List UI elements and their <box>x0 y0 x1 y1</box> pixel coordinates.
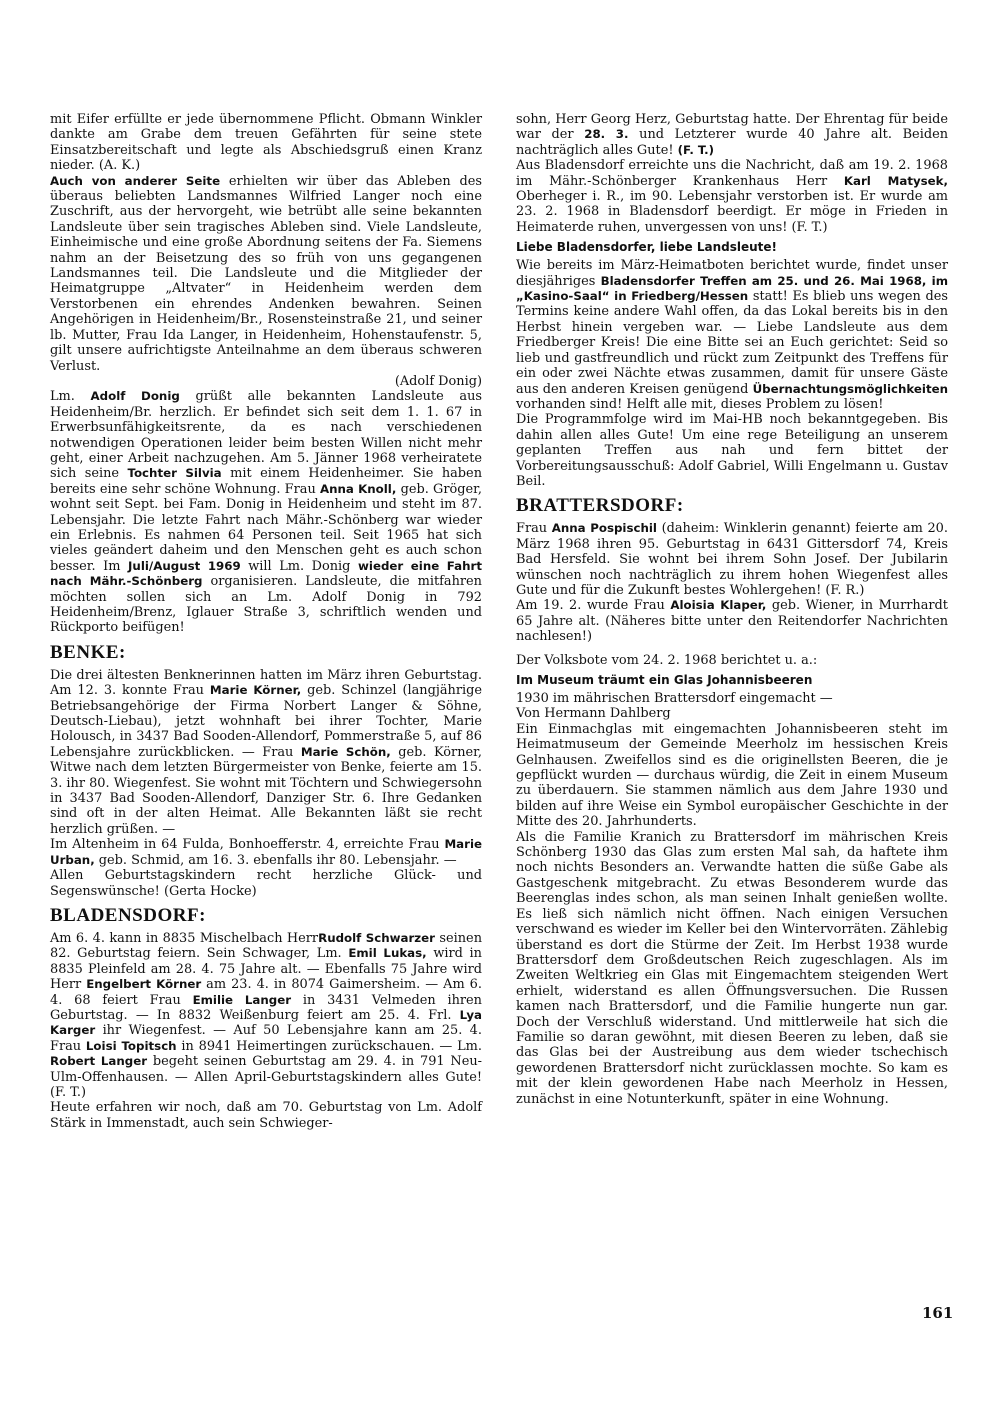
text-run: begeht seinen Geburtstag am 29. 4. in 791 Neu-Ulm-Offenhausen. — Allen April-Geburtstagskindern alles Gute! (F. T.) <box>50 1054 482 1100</box>
paragraph-museum-1: Ein Einmachglas mit eingemachten Johannisbeeren steht im Heimatmuseum der Gemeinde Meerholz im hessischen Kreis Gelnhausen. Zweifellos sind es die originellsten Beeren, die je gepflückt wurden — durchaus würdig, die Zeit in einem Museum zu überdauern. Sie stammen nämlich aus dem Jahre 1930 und bilden auf ihre Weise ein Symbol europäischer Geschichte in der Mitte des 20. Jahrhunderts. <box>516 721 948 830</box>
text-run: (daheim: Winklerin genannt) feierte am 20. März 1968 ihren 95. Geburtstag in 6431 Gittersdorf 74, Kreis Bad Hersfeld. Sie wohnt bei ihrem Sohn Josef. Der Jubilarin wünschen noch nachträglich zu ihrem hohen Wiegenfest alles Gute und für die Zukunft bestes Wohlergehen! (F. R.) <box>516 521 948 598</box>
bold-run: Lya Karger <box>50 1007 483 1038</box>
text-run: sohn, Herr Georg Herz, Geburtstag hatte. Der Ehrentag für beide war der <box>516 112 948 143</box>
section-heading-bladensdorf: BLADENSDORF: <box>50 904 206 926</box>
text-run: vorhanden sind! Helft alle mit, dieses Problem zu lösen! <box>516 396 884 412</box>
text-run: und Letzterer wurde 40 Jahre alt. Beiden nachträglich alles Gute! <box>516 127 948 158</box>
text-run: ihr Wiegenfest. — Auf 50 Lebensjahre kann am 25. 4. Frau <box>50 1023 482 1054</box>
intro-paragraph: mit Eifer erfüllte er jede übernommene Pflicht. Obmann Winkler dankte am Grabe dem treuen Gefährten für seine stete Einsatzbereitschaft und legte als Abschiedsgruß einen Kranz nieder. (A. K.) <box>50 112 482 174</box>
bold-run: Anna Pospischil <box>551 521 657 536</box>
text-run: grüßt alle bekannten Landsleute aus Heidenheim/Br. herzlich. Er befindet sich seit dem 1. 1. 67 in Erwerbsunfähigkeitsrente, da es nach verschiedenen notwendigen Operationen leider beim besten Willen nicht mehr geht, einer Arbeit nachzugehen. Am 5. Jänner 1968 verheiratete sich seine <box>50 389 482 482</box>
bold-run: Karl Matysek, <box>843 173 948 188</box>
text-run: geb. Schinzel (langjährige Betriebsangehörige der Firma Norbert Langer & Söhne, Deutsch-Liebau), jetzt wohnhaft bei ihrer Tochter, Marie Holousch, in 3437 Bad Sooden-Allendorf, Pommerstraße 5, auf 86 Lebensjahre zurückblicken. — Frau <box>50 683 482 760</box>
text-run: will Lm. Donig <box>248 558 351 574</box>
byline-2: Von Hermann Dahlberg <box>516 706 671 722</box>
bold-run: wieder eine Fahrt nach Mähr.-Schönberg <box>50 558 482 589</box>
bold-run: Juli/August 1969 <box>128 558 241 573</box>
bold-run: Emilie Langer <box>192 992 292 1007</box>
paragraph-donig <box>50 389 482 636</box>
paragraph-other-side <box>50 174 482 374</box>
paragraph-benke-2 <box>50 837 482 868</box>
text-run: geb. Schmid, am 16. 3. ebenfalls ihr 80. Lebensjahr. — <box>98 852 457 868</box>
bold-run: Loisi Topitsch <box>85 1038 177 1053</box>
section-heading-benke: BENKE: <box>50 641 126 663</box>
paragraph-treffen <box>516 258 948 412</box>
paragraph-programmfolge: Die Programmfolge wird im Mai-HB noch bekanntgegeben. Bis dahin allen alles Gute! Um eine rege Beteiligung an unserem geplanten Treffen aus nah und fern bittet der Vorbereitungsausschuß: Adolf Gabriel, Willi Engelmann u. Gustav Beil. <box>516 412 948 489</box>
bold-run: Engelbert Körner <box>86 977 202 992</box>
text-run: in 8941 Heimertingen zurückschauen. — Lm. <box>181 1038 482 1054</box>
bold-run: Adolf Donig <box>90 389 180 404</box>
paragraph-bladensdorf-2: Heute erfahren wir noch, daß am 70. Geburtstag von Lm. Adolf Stärk in Immenstadt, auch sein Schwieger- <box>50 1100 482 1131</box>
bold-run: Robert Langer <box>50 1054 148 1069</box>
subheading-liebe-bladensdorfer: Liebe Bladensdorfer, liebe Landsleute! <box>516 240 778 255</box>
paragraph-benke <box>50 668 482 837</box>
paragraph-herz <box>516 112 948 158</box>
paragraph-bladensdorf <box>50 931 482 1100</box>
bold-run: Rudolf Schwarzer <box>318 930 435 945</box>
text-run: geb. Wiener, in Murrhardt 65 Jahre alt. (Näheres bitte unter den Reitendorfer Nachrichten nachlesen!) <box>516 598 948 645</box>
text-run: Am 6. 4. kann in 8835 Mischelbach Herr <box>50 930 319 946</box>
text-run: Im Altenheim in 64 Fulda, Bonhoefferstr. 4, erreichte Frau <box>50 837 440 853</box>
spacer <box>516 645 948 653</box>
bold-run: Marie Körner, <box>209 683 302 698</box>
text-run: Lm. <box>50 389 75 405</box>
bold-run: Marie Schön, <box>300 744 391 759</box>
bold-run: Marie Urban, <box>50 837 482 867</box>
bold-run: Tochter Silvia <box>127 466 222 481</box>
text-run: statt! Es blieb uns wegen des Termins keine andere Wahl offen, da das Lokal bereits bis in den Herbst hinein vergeben war. — Liebe Landsleute aus dem Friedberger Kreis! Die eine Bitte sei an Euch gerichtet: Seid so lieb und gastfreundlich und rückt zum Zeitpunkt des Treffens für ein oder zwei Nächte etwas zusammen, damit für unsere Gäste aus den anderen Kreisen genügend <box>516 289 948 397</box>
bold-run: Anna Knoll, <box>319 481 397 496</box>
section-heading-brattersdorf: BRATTERSDORF: <box>516 495 684 517</box>
text-run: am 23. 4. in 8074 Gaimersheim. — Am 6. 4. 68 feiert Frau <box>50 977 482 1008</box>
subheading-museum: Im Museum träumt ein Glas Johannisbeeren <box>516 673 813 687</box>
text-run: Frau <box>516 521 548 537</box>
text-run: Wie bereits im März-Heimatboten berichtet wurde, findet unser diesjähriges <box>516 258 948 289</box>
bold-run: Emil Lukas, <box>348 946 427 961</box>
bold-run: (F. T.) <box>677 142 715 157</box>
text-run: erhielten wir über das Ableben des überaus beliebten Landsmannes Wilfried Langer noch eine Zuschrift, aus der hervorgeht, wie betrübt alle seine bekannten Landsleute über sein tragisches Ableben sind. Viele Landsleute, Einheimische und eine große Abordnung seitens der Fa. Siemens nahm an der Beisetzung des so früh von uns gegangenen Landsmannes teil. Die Landsleute und die Mitglieder der Heimatgruppe „Altvater“ in Heidenheim werden dem Verstorbenen ein ehrendes Andenken bewahren. Seinen Angehörigen in Heidenheim/Br., Rosensteinstraße 21, und seiner lb. Mutter, Frau Ida Langer, in Heidenheim, Hohenstaufenstr. 5, gilt unsere aufrichtigste Anteilnahme an dem überaus schweren Verlust. <box>50 173 482 374</box>
text-run: wird in 8835 Pleinfeld am 28. 4. 75 Jahre alt. — Ebenfalls 75 Jahre wird Herr <box>50 946 482 993</box>
paragraph-volksbote: Der Volksbote vom 24. 2. 1968 berichtet u. a.: <box>516 652 818 668</box>
paragraph-museum-2: Als die Familie Kranich zu Brattersdorf im mährischen Kreis Schönberg 1930 das Glas zum ersten Mal sah, da haftete ihm noch nichts Besonders an. Verwandte hatten die süße Gabe als Gastgeschenk mitgebracht. Zu etwas Besonderem wurde das Beerenglas indes schon, als man seinen Inhalt genießen wollte. Es ließ sich nämlich nicht öffnen. Nach einigen Versuchen verschwand es wieder im Keller bei den Wintervorräten. Zählebig überstand es dort die Stürme der Zeit. Im Herbst 1938 wurde Brattersdorf dem Großdeutschen Reich zugeschlagen. Als im Zweiten Weltkrieg ein Glas mit Eingemachtem steigenden Wert erhielt, widerstand es allen Öffnungsversuchen. Die Russen kamen nach Brattersdorf, und die Familie hungerte nun gar. Doch der Verschluß widerstand. Und mittlerweile hat sich die Familie so daran gewöhnt, mit diesen Beeren zu leben, daß sie das Glas bei der Austreibung aus dem wieder tschechisch gewordenen Brattersdorf nicht zurücklassen mochte. So kam es mit der klein gewordenen Habe nach Meerholz in Hessen, zunächst in eine Notunterkunft, später in eine Wohnung. <box>516 829 948 1107</box>
text-run: Am 19. 2. wurde Frau <box>516 598 665 614</box>
bold-run: Bladensdorfer Treffen am 25. und 26. Mai 1968, im „Kasino-Saal“ in Friedberg/Hessen <box>516 273 948 304</box>
bold-run: 28. 3. <box>584 127 629 142</box>
text-run: geb. Gröger, wohnt seit Sept. bei Fam. Donig in Heidenheim und steht im 87. Lebensjahr. Die letzte Fahrt nach Mähr.-Schönberg war wieder ein Erlebnis. Es nahmen 64 Personen teil. Seit 1965 hat sich vieles geändert daheim und den Menschen geht es auch schon besser. Im <box>50 481 482 574</box>
paragraph-pospischil <box>516 521 948 598</box>
text-run: Oberheger i. R., im 90. Lebensjahr verstorben ist. Er wurde am 23. 2. 1968 in Bladensdorf beerdigt. Er möge in Frieden in Heimaterde ruhen, unvergessen von uns! (F. T.) <box>516 189 948 235</box>
left-column <box>50 112 482 1131</box>
bold-run: Auch von anderer Seite <box>50 173 221 188</box>
text-run: in 3431 Velmeden ihren Geburtstag. — In 8832 Weißenburg feiert am 25. 4. Frl. <box>50 992 482 1023</box>
bold-run: Aloisia Klaper, <box>670 598 767 613</box>
page-number: 161 <box>922 1304 954 1322</box>
text-run: Aus Bladensdorf erreichte uns die Nachricht, daß am 19. 2. 1968 im Mähr.-Schönberger Krankenhaus Herr <box>516 158 948 189</box>
paragraph-benke-3: Allen Geburtstagskindern recht herzliche Glück- und Segenswünsche! (Gerta Hocke) <box>50 868 482 899</box>
text-run: Die drei ältesten Benknerinnen hatten im März ihren Geburtstag. Am 12. 3. konnte Frau <box>50 667 482 699</box>
paragraph-klaper <box>516 598 948 644</box>
right-column <box>516 112 948 1107</box>
paragraph-matysek <box>516 158 948 235</box>
signature: (Adolf Donig) <box>394 373 482 389</box>
byline-1: 1930 im mährischen Brattersdorf eingemacht — <box>516 691 833 706</box>
text-run: organisieren. Landsleute, die mitfahren möchten sollen sich an Lm. Adolf Donig in 792 Heidenheim/Brenz, Iglauer Straße 3, schriftlich wenden und Rückporto beifügen! <box>50 574 482 636</box>
text-run: seinen 82. Geburtstag feiern. Sein Schwager, Lm. <box>50 930 482 962</box>
text-run: mit einem Heidenheimer. Sie haben bereits eine sehr schöne Wohnung. Frau <box>50 466 482 497</box>
text-run: geb. Körner, Witwe nach dem letzten Bürgermeister von Benke, feierte am 15. 3. ihr 80. Wiegenfest. Sie wohnt mit Töchtern und Schwiegersohn in 3437 Bad Sooden-Allendorf, Danziger Str. 6. Ihre Gedanken sind oft in der alten Heimat. Alle Bekannten läßt sie recht herzlich grüßen. — <box>50 744 482 837</box>
bold-run: Übernachtungsmöglichkeiten <box>752 381 948 396</box>
